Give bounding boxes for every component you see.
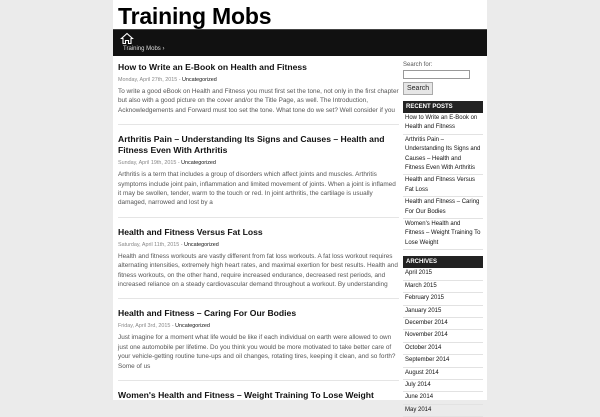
breadcrumb[interactable]: Training Mobs ›	[123, 46, 165, 52]
post-divider	[118, 217, 399, 218]
recent-post-link[interactable]: Women's Health and Fitness – Weight Training To Lose Weight	[403, 219, 483, 250]
archives-title: ARCHIVES	[403, 256, 483, 268]
home-icon[interactable]	[121, 33, 133, 44]
post-divider	[118, 298, 399, 299]
recent-post-link[interactable]: How to Write an E-Book on Health and Fitness	[403, 113, 483, 135]
site-title[interactable]: Training Mobs	[118, 3, 272, 29]
post-list	[118, 62, 399, 401]
post-divider	[118, 124, 399, 125]
archive-link[interactable]: July 2014	[403, 380, 483, 392]
post-item	[118, 62, 399, 115]
archive-link[interactable]: December 2014	[403, 318, 483, 330]
archive-link[interactable]: May 2014	[403, 405, 483, 417]
archive-link[interactable]: February 2015	[403, 293, 483, 305]
post-excerpt: Arthritis is a term that includes a group of disorders which affect joints and muscles. Arthritis symptoms include joint pain, inflammation and limited movement of joints. When a joint is inflamed it may be swollen, tender, warm to the touch or red. In joint arthritis, the cartilage is usually damaged, narrowed and lost by a	[118, 171, 396, 207]
post-item	[118, 390, 399, 401]
sidebar	[403, 62, 483, 417]
recent-post-link[interactable]: Health and Fitness Versus Fat Loss	[403, 175, 483, 197]
archive-link[interactable]: March 2015	[403, 281, 483, 293]
post-item	[118, 308, 399, 371]
post-title[interactable]: Health and Fitness – Caring For Our Bodies	[118, 308, 297, 319]
archive-link[interactable]: September 2014	[403, 355, 483, 367]
post-excerpt: Just imagine for a moment what life would be like if each individual on earth were allowed to own just one automobile per lifetime. Do you think you would be more motivated to take better care of your vehicle-getting routine tune-ups and oil changes, rotating tires, keeping it clean, and so forth? Some of us	[118, 334, 396, 370]
search-label: Search for:	[403, 62, 433, 68]
post-category[interactable]: Uncategorized	[184, 241, 219, 248]
archive-link[interactable]: April 2015	[403, 268, 483, 280]
archive-link[interactable]: June 2014	[403, 392, 483, 404]
post-date: Saturday, April 11th, 2015 -	[118, 241, 185, 248]
search-button[interactable]: Search	[403, 82, 433, 95]
post-meta	[118, 242, 399, 248]
recent-posts-list	[403, 113, 483, 250]
archive-link[interactable]: August 2014	[403, 368, 483, 380]
post-excerpt: To write a good eBook on Health and Fitness you must first set the tone, not only in the first chapter but also with a good picture on the cover and/or the Title Page, as well. The Introduction, Acknowledgements and Forward must too set the tone. What tone do we set? Well consider if you	[118, 88, 399, 114]
post-date: Friday, April 3rd, 2015 -	[118, 323, 176, 330]
post-title[interactable]: Arthritis Pain – Understanding Its Signs and Causes – Health and Fitness Even With Arthritis	[118, 134, 385, 156]
post-meta	[118, 77, 399, 83]
archive-link[interactable]: October 2014	[403, 343, 483, 355]
recent-post-link[interactable]: Arthritis Pain – Understanding Its Signs and Causes – Health and Fitness Even With Arthritis	[403, 135, 483, 176]
post-date: Monday, April 27th, 2015 -	[118, 77, 183, 83]
post-title[interactable]: Women's Health and Fitness – Weight Training To Lose Weight	[118, 390, 374, 401]
post-excerpt: Health and fitness workouts are vastly different from fat loss workouts. A fat loss workout requires alternating intensities, extremely high heart rates, and maximal exertion for best results. Health and fitness workouts, on the other hand, require increased endurance, decreased rest periods, and increased reliance on a steady cardiovascular demand throughout a workout. By understanding	[118, 252, 398, 289]
archive-link[interactable]: January 2015	[403, 306, 483, 318]
post-category[interactable]: Uncategorized	[175, 323, 210, 330]
post-category[interactable]: Uncategorized	[182, 77, 217, 83]
post-meta	[118, 323, 399, 329]
post-item	[118, 134, 399, 208]
search-input[interactable]	[403, 70, 470, 79]
nav-bar	[113, 29, 487, 56]
post-item	[118, 227, 399, 290]
post-date: Sunday, April 19th, 2015 -	[118, 160, 182, 167]
page-container	[113, 0, 487, 413]
post-category[interactable]: Uncategorized	[181, 160, 216, 167]
post-title[interactable]: How to Write an E-Book on Health and Fitness	[118, 62, 307, 72]
recent-post-link[interactable]: Health and Fitness – Caring For Our Bodies	[403, 197, 483, 219]
archives-list	[403, 268, 483, 417]
post-meta	[118, 160, 399, 166]
post-title[interactable]: Health and Fitness Versus Fat Loss	[118, 226, 263, 237]
archive-link[interactable]: November 2014	[403, 330, 483, 342]
recent-posts-title: RECENT POSTS	[403, 101, 483, 113]
post-divider	[118, 380, 399, 381]
